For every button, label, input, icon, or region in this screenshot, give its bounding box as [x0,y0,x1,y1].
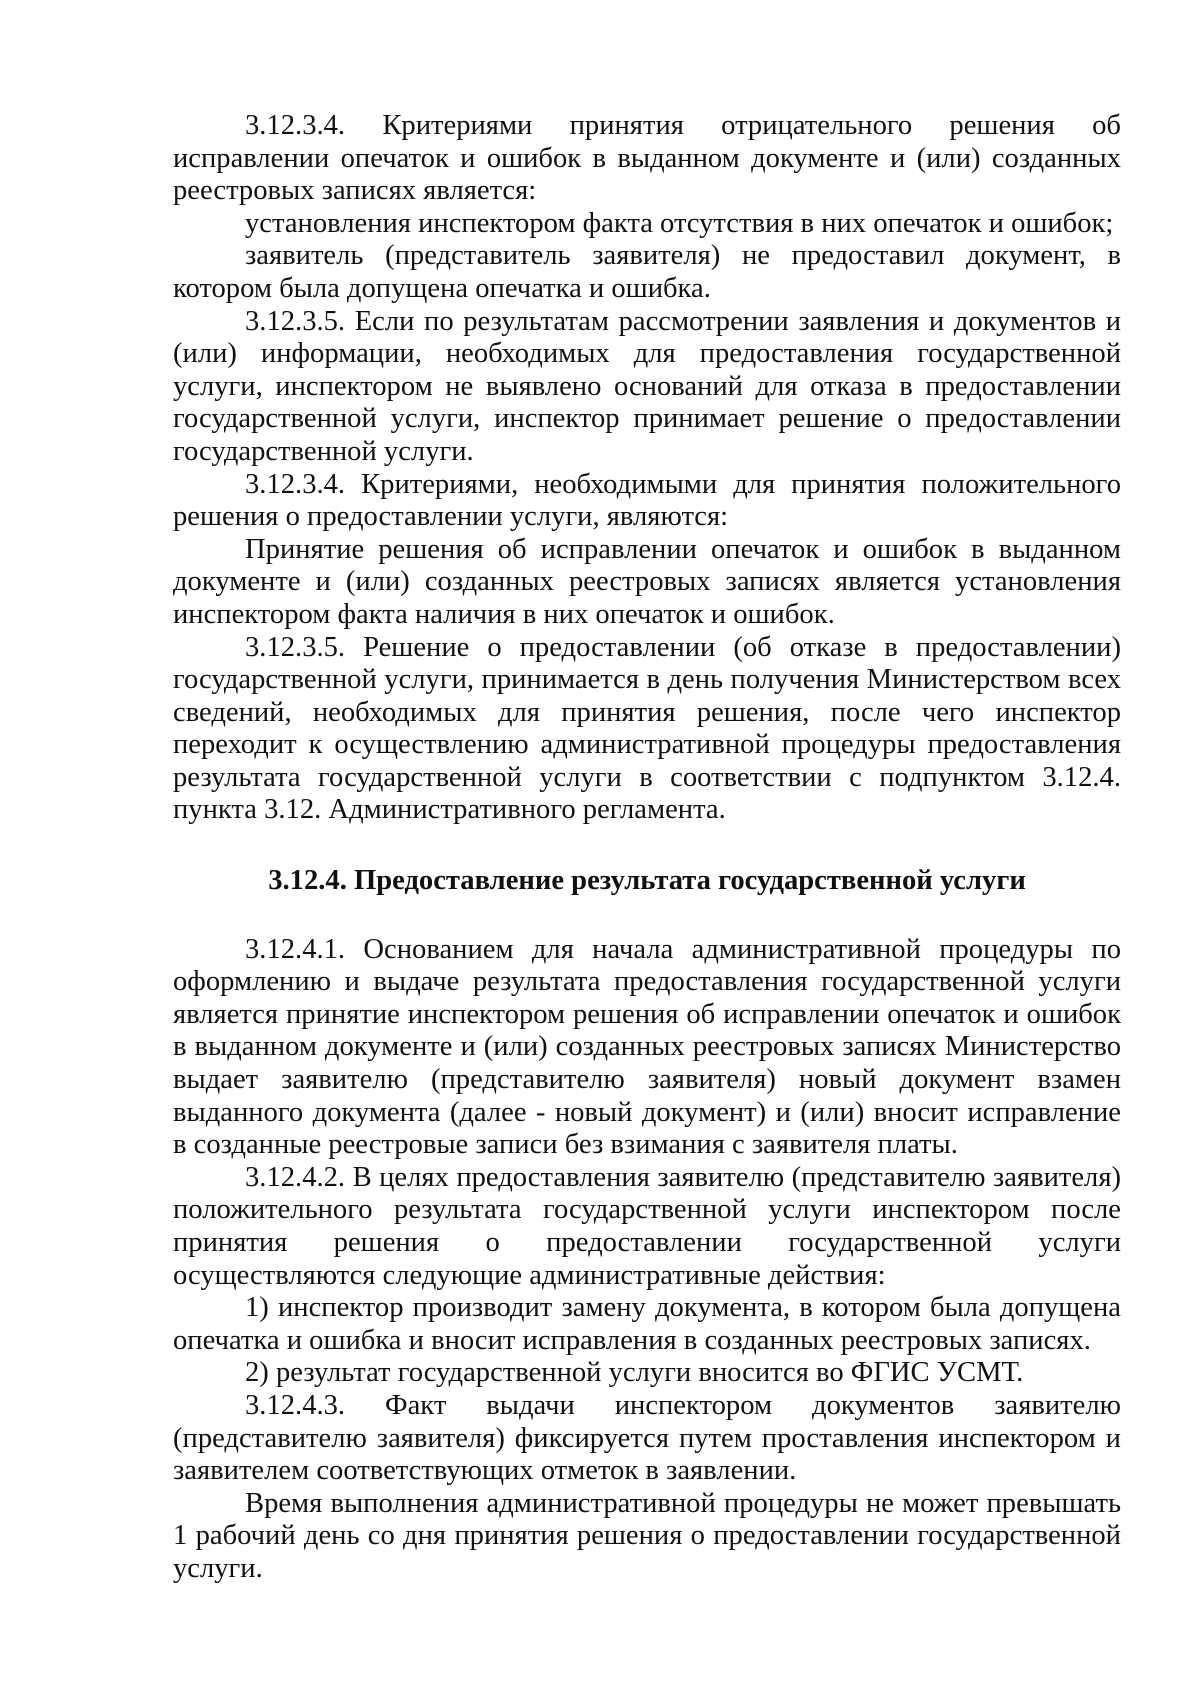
section-heading-3-12-4: 3.12.4. Предоставление результата государственной услуги [268,865,1026,897]
list-item-1-replace-document: 1) инспектор производит замену документа, в котором была допущена опечатка и ошибка и вносит исправления в созданных реестровых записях. [173,1292,1121,1356]
paragraph-no-errors-fact: установления инспектором факта отсутствия в них опечаток и ошибок; [245,207,1114,239]
paragraph-errors-found-decision: Принятие решения об исправлении опечаток и ошибок в выданном документе и (или) созданных реестровых записях является установления инспектором факта наличия в них опечаток и ошибок. [173,533,1121,630]
paragraph-3-12-3-5-decision-timing: 3.12.3.5. Решение о предоставлении (об отказе в предоставлении) государственной услуги, принимается в день получения Министерством всех сведений, необходимых для принятия решения, после чего инспектор переходит к осуществлению административной процедуры предоставления результата государственной услуги в соответствии с подпунктом 3.12.4. пункта 3.12. Административного регламента. [173,631,1121,826]
document-page [173,110,1121,1586]
paragraph-execution-time: Время выполнения административной процедуры не может превышать 1 рабочий день со дня принятия решения о предоставлении государственной услуги. [173,1487,1121,1584]
paragraph-3-12-4-2: 3.12.4.2. В целях предоставления заявителю (представителю заявителя) положительного результата государственной услуги инспектором после принятия решения о предоставлении государственной услуги осуществляются следующие административные действия: [173,1161,1121,1291]
paragraph-3-12-3-5-grant-decision: 3.12.3.5. Если по результатам рассмотрении заявления и документов и (или) информации, необходимых для предоставления государственной услуги, инспектором не выявлено оснований для отказа в предоставлении государственной услуги, инспектор принимает решение о предоставлении государственной услуги. [173,305,1121,467]
paragraph-3-12-4-1: 3.12.4.1. Основанием для начала административной процедуры по оформлению и выдаче результата предоставления государственной услуги является принятие инспектором решения об исправлении опечаток и ошибок в выданном документе и (или) созданных реестровых записях Министерство выдает заявителю (представителю заявителя) новый документ взамен выданного документа (далее - новый документ) и (или) вносит исправление в созданные реестровые записи без взимания с заявителя платы. [173,933,1121,1161]
paragraph-3-12-3-4-positive-criteria: 3.12.3.4. Критериями, необходимыми для принятия положительного решения о предоставлении услуги, являются: [173,468,1121,533]
paragraph-3-12-4-3: 3.12.4.3. Факт выдачи инспектором документов заявителю (представителю заявителя) фиксируется путем проставления инспектором и заявителем соответствующих отметок в заявлении. [173,1389,1121,1487]
paragraph-document-not-provided: заявитель (представитель заявителя) не предоставил документ, в котором была допущена опечатка и ошибка. [173,240,1121,304]
list-item-2-fgis-usmt: 2) результат государственной услуги вносится во ФГИС УСМТ. [245,1357,1024,1389]
paragraph-3-12-3-4-negative-criteria: 3.12.3.4. Критериями принятия отрицательного решения об исправлении опечаток и ошибок в выданном документе и (или) созданных реестровых записях является: [173,110,1121,207]
